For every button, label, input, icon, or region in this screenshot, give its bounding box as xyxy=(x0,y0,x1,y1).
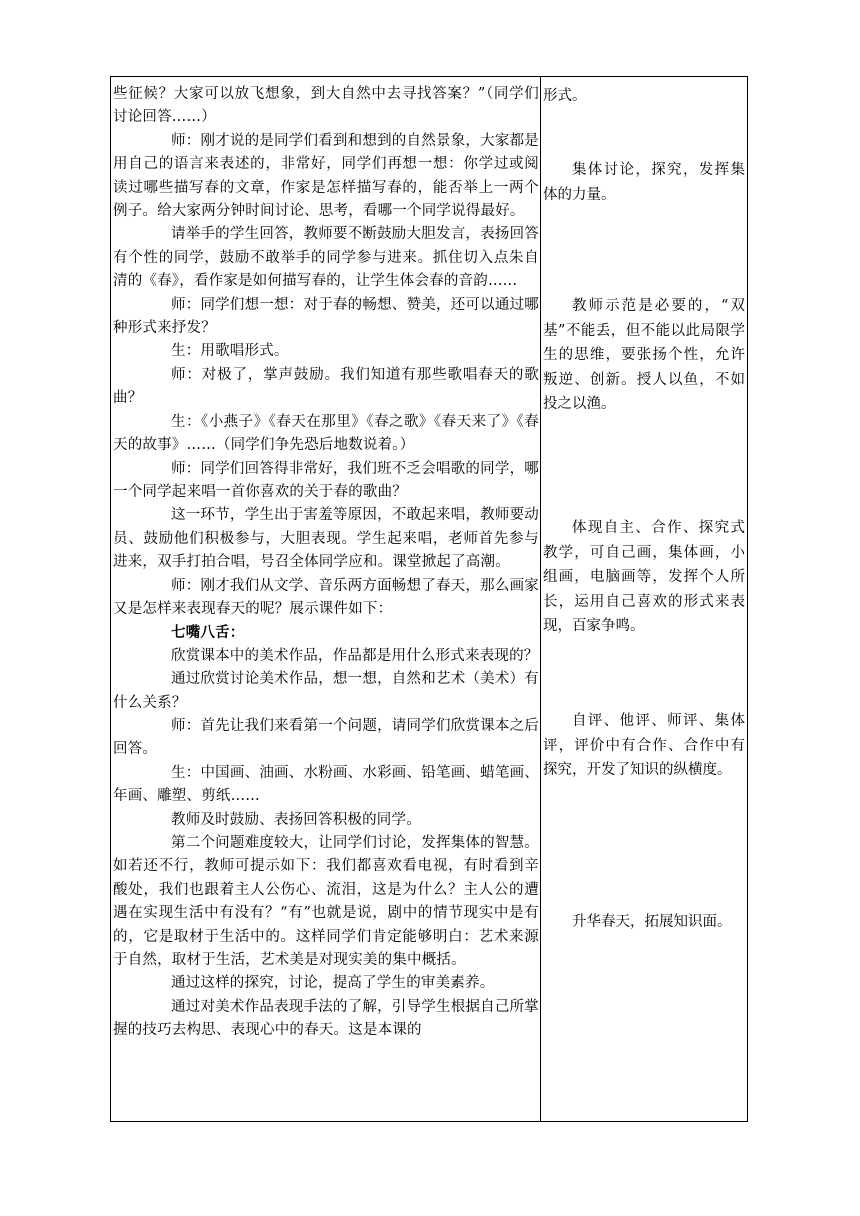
lesson-paragraph-9: 这一环节，学生出于害羞等原因，不敢起来唱，教师要动员、鼓励他们积极参与，大胆表现。学生起来唱，老师首先参与进来，双手打拍合唱，号召全体同学应和。课堂掀起了高潮。 xyxy=(113,507,539,571)
lesson-paragraph-8: 师：同学们回答得非常好，我们班不乏会唱歌的同学，哪一个同学起来唱一首你喜欢的关于春的歌曲？ xyxy=(113,460,539,500)
design-note-4: 体现自主、合作、探究式教学，可自己画，集体画，小组画，电脑画等，发挥个人所长，运用自己喜欢的形式来表现，百家争鸣。 xyxy=(543,520,745,634)
column-divider xyxy=(540,76,541,1122)
lesson-paragraph-3: 请举手的学生回答，教师要不断鼓励大胆发言，表扬回答有个性的同学，鼓励不敢举手的同学参与进来。抓住切入点朱自清的《春》，看作家是如何描写春的，让学生体会春的音韵…… xyxy=(113,226,539,290)
lesson-paragraph-19: 通过对美术作品表现手法的了解，引导学生根据自己所掌握的技巧去构思、表现心中的春天。这是本课的 xyxy=(113,998,539,1039)
lesson-paragraph-7: 生：《小燕子》《春天在那里》《春之歌》《春天来了》《春天的故事》……（同学们争先恐后地数说着。） xyxy=(113,413,539,454)
lesson-paragraph-17: 第二个问题难度较大，让同学们讨论，发挥集体的智慧。如若还不行，教师可提示如下：我们都喜欢看电视，有时看到辛酸处，我们也跟着主人公伤心、流泪，这是为什么？主人公的遭遇在实现生活中有没有？“有”也就是说，剧中的情节现实中是有的，它是取材于生活中的。这样同学们肯定能够明白：艺术来源于自然，取材于生活，艺术美是对现实美的集中概括。 xyxy=(113,835,539,969)
lesson-paragraph-6: 师：对极了，掌声鼓励。我们知道有那些歌唱春天的歌曲？ xyxy=(113,366,539,407)
design-note-3: 教师示范是必要的，“双基”不能丢，但不能以此局限学生的思维，要张扬个性，允许叛逆、创新。授人以鱼，不如投之以渔。 xyxy=(543,298,745,412)
lesson-paragraph-16: 教师及时鼓励、表扬回答积极的同学。 xyxy=(171,811,421,828)
lesson-paragraph-18: 通过这样的探究，讨论，提高了学生的审美素养。 xyxy=(171,975,495,992)
lesson-paragraph-1: 些征候？大家可以放飞想象，到大自然中去寻找答案？”（同学们讨论回答……） xyxy=(113,86,539,126)
lesson-paragraph-14: 师：首先让我们来看第一个问题，请同学们欣赏课本之后回答。 xyxy=(113,717,539,758)
lesson-paragraph-2: 师：刚才说的是同学们看到和想到的自然景象，大家都是用自己的语言来表述的，非常好，同学们再想一想：你学过或阅读过哪些描写春的文章，作家是怎样描写春的，能否举上一两个例子。给大家两分钟时间讨论、思考，看哪一个同学说得最好。 xyxy=(113,132,539,220)
lesson-paragraph-5: 生：用歌唱形式。 xyxy=(171,343,289,360)
lesson-paragraph-4: 师：同学们想一想：对于春的畅想、赞美，还可以通过哪种形式来抒发？ xyxy=(113,296,539,337)
design-note-2: 集体讨论，探究，发挥集体的力量。 xyxy=(543,162,745,203)
lesson-paragraph-13: 通过欣赏讨论美术作品，想一想，自然和艺术（美术）有什么关系？ xyxy=(113,671,539,711)
lesson-process-column xyxy=(113,83,539,1043)
design-note-1: 形式。 xyxy=(543,88,587,104)
lesson-paragraph-10: 师：刚才我们从文学、音乐两方面畅想了春天，那么画家又是怎样来表现春天的呢？展示课件如下： xyxy=(113,577,539,617)
lesson-paragraph-15: 生：中国画、油画、水粉画、水彩画、铅笔画、蜡笔画、年画、雕塑、剪纸…… xyxy=(113,764,539,805)
design-note-5: 自评、他评、师评、集体评，评价中有合作、合作中有探究，开发了知识的纵横度。 xyxy=(543,713,745,778)
section-heading: 七嘴八舌： xyxy=(171,624,245,642)
design-note-6: 升华春天，拓展知识面。 xyxy=(572,914,732,930)
lesson-paragraph-12: 欣赏课本中的美术作品，作品都是用什么形式来表现的？ xyxy=(171,647,539,664)
